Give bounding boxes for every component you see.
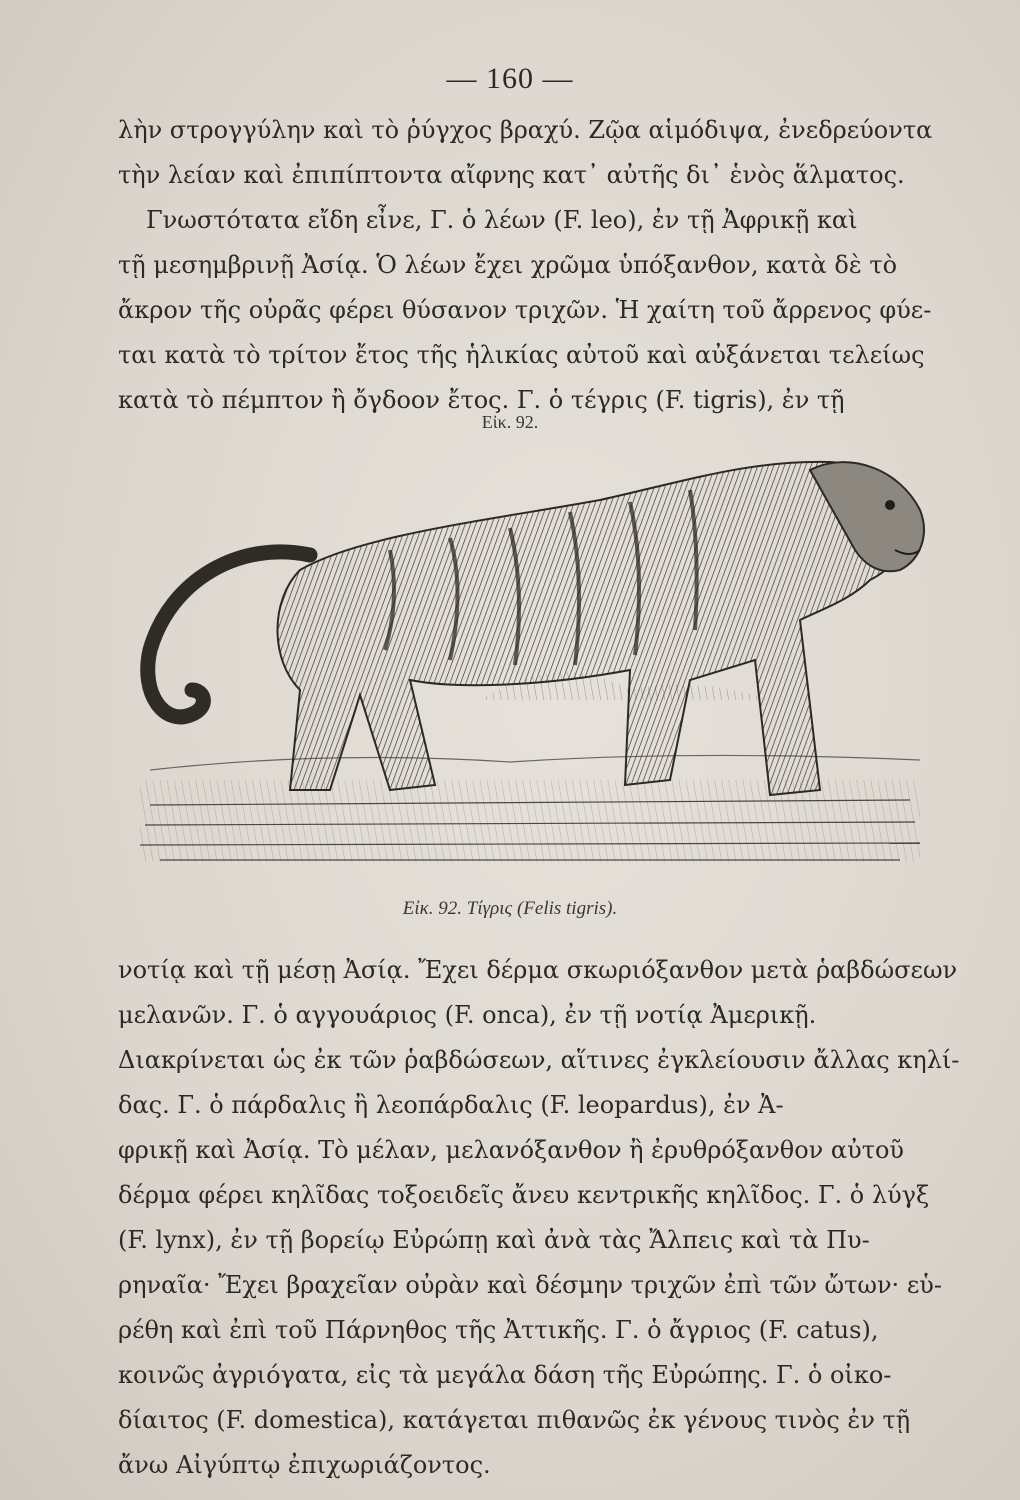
text-line: μελανῶν. Γ. ὁ αγγουάριος (F. onca), ἐν τῇ νοτίᾳ Ἀμερικῇ. bbox=[118, 1001, 817, 1029]
text-line: δας. Γ. ὁ πάρδαλις ἢ λεοπάρδαλις (F. leopardus), ἐν Ἀ- bbox=[118, 1091, 784, 1119]
text-line: Γνωστότατα εἴδη εἶνε, Γ. ὁ λέων (F. leo), ἐν τῇ Ἀφρικῇ καὶ bbox=[146, 206, 858, 234]
text-line: κατὰ τὸ πέμπτον ἢ ὄγδοον ἔτος. Γ. ὁ τέγρις (F. tigris), ἐν τῇ bbox=[118, 386, 845, 414]
text-line: κοινῶς ἀγριόγατα, εἰς τὰ μεγάλα δάση τῆς Εὐρώπης. Γ. ὁ οἰκο- bbox=[118, 1361, 892, 1389]
text-line: ται κατὰ τὸ τρίτον ἔτος τῆς ἡλικίας αὐτοῦ καὶ αὐξάνεται τελείως bbox=[118, 341, 925, 369]
text-line: δέρμα φέρει κηλῖδας τοξοειδεῖς ἄνευ κεντρικῆς κηλῖδος. Γ. ὁ λύγξ bbox=[118, 1181, 930, 1209]
text-line: ρέθη καὶ ἐπὶ τοῦ Πάρνηθος τῆς Ἀττικῆς. Γ. ὁ ἄγριος (F. catus), bbox=[118, 1316, 879, 1344]
text-line: ρηναῖα· Ἔχει βραχεῖαν οὐρὰν καὶ δέσμην τριχῶν ἐπὶ τῶν ὤτων· εὑ- bbox=[118, 1271, 942, 1299]
body-paragraph bbox=[118, 948, 960, 1488]
text-line: τῇ μεσημβρινῇ Ἀσίᾳ. Ὁ λέων ἔχει χρῶμα ὑπόξανθον, κατὰ δὲ τὸ bbox=[118, 251, 898, 279]
text-line: φρικῇ καὶ Ἀσίᾳ. Τὸ μέλαν, μελανόξανθον ἢ ἐρυθρόξανθον αὐτοῦ bbox=[118, 1136, 905, 1164]
text-line: ἄνω Αἰγύπτῳ ἐπιχωριάζοντος. bbox=[118, 1451, 491, 1479]
intro-paragraph bbox=[118, 108, 938, 423]
text-line: λὴν στρογγύλην καὶ τὸ ῥύγχος βραχύ. Ζῷα αἱμόδιψα, ἐνεδρεύοντα bbox=[118, 116, 933, 144]
text-line: ἄκρον τῆς οὐρᾶς φέρει θύσανον τριχῶν. Ἡ χαίτη τοῦ ἄρρενος φύε- bbox=[118, 296, 932, 324]
text-line: (F. lynx), ἐν τῇ βορείῳ Εὐρώπῃ καὶ ἀνὰ τὰς Ἄλπεις καὶ τὰ Πυ- bbox=[118, 1226, 870, 1254]
text-line: τὴν λείαν καὶ ἐπιπίπτοντα αἴφνης κατ᾽ αὐτῆς δι᾽ ἑνὸς ἅλματος. bbox=[118, 161, 905, 189]
text-line: δίαιτος (F. domestica), κατάγεται πιθανῶς ἐκ γένους τινὸς ἐν τῇ bbox=[118, 1406, 911, 1434]
text-line: νοτίᾳ καὶ τῇ μέσῃ Ἀσίᾳ. Ἔχει δέρμα σκωριόξανθον μετὰ ῥαβδώσεων bbox=[118, 956, 958, 984]
page-number: — 160 — bbox=[446, 62, 574, 95]
text-line: Διακρίνεται ὡς ἐκ τῶν ῥαβδώσεων, αἵτινες ἐγκλείουσιν ἄλλας κηλί- bbox=[118, 1046, 960, 1074]
figure-label: Εἰκ. 92. bbox=[481, 412, 539, 432]
figure-caption: Εἰκ. 92. Τίγρις (Felis tigris). bbox=[402, 898, 618, 919]
tiger-illustration bbox=[130, 450, 930, 880]
